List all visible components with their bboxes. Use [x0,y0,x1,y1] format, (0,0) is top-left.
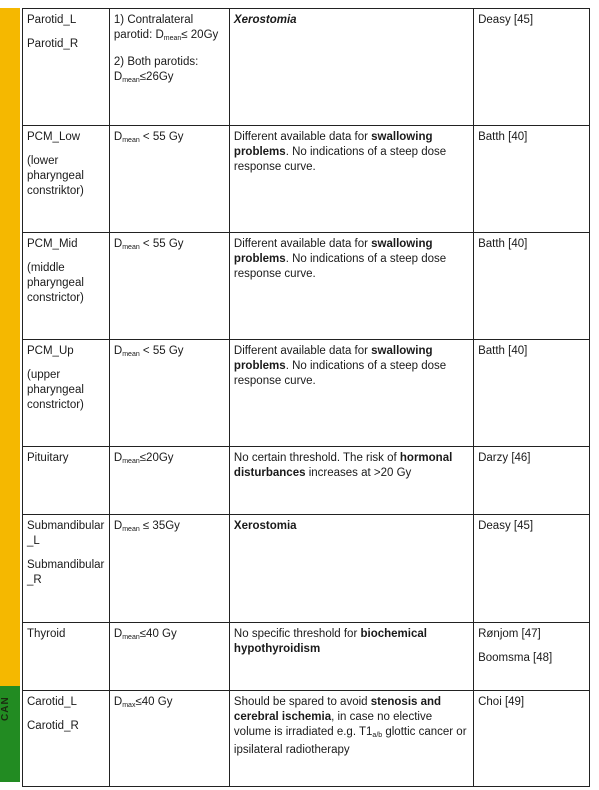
organ-cell [23,447,110,515]
constraint-prefix: 2) Both parotids: D [113,56,199,83]
constraint-cell [109,233,229,340]
category-label: CAN [0,696,11,722]
effect-keyword: hormonal disturbances [233,452,453,479]
constraint-prefix: D [113,238,123,250]
constraint-text [114,130,225,148]
constraint-subscript: mean [122,526,140,533]
table-row [23,515,590,623]
constraint-text [114,55,225,88]
effect-keyword: stenosis and cerebral ischemia [233,696,442,723]
effect-text: a/b [372,732,383,739]
effect-keyword: swallowing problems [233,131,433,158]
reference-text: Batth [40] [478,131,528,143]
reference-text: Deasy [45] [478,520,534,532]
constraint-prefix: D [113,520,123,532]
effect-text: increases at >20 Gy [305,467,412,479]
reference-cell [474,515,590,623]
effect-cell [229,233,473,340]
organ-name: PCM_Low [27,131,81,143]
organ-name: PCM_Up [27,345,74,357]
effect-text: glottic cancer or ipsilateral radiotherapy [233,726,467,756]
effect-text: . No indications of a steep dose response curve. [233,253,447,280]
effect-text: Different available data for [233,238,372,250]
constraint-subscript: mean [122,137,140,144]
constraint-cell [109,515,229,623]
organ-name: Thyroid [27,628,66,640]
constraint-suffix: < 55 Gy [139,238,184,250]
organ-name: Submandibular _R [27,559,105,586]
reference-cell [474,9,590,126]
constraint-prefix: D [113,696,123,708]
effect-cell [229,9,473,126]
reference-text: Batth [40] [478,238,528,250]
constraint-text [114,237,225,255]
table-row [23,691,590,787]
effect-text: No certain threshold. The risk of [233,452,400,464]
organ-name: (middle pharyngeal constrictor) [27,262,84,304]
reference-cell [474,340,590,447]
constraint-suffix: ≤ 20Gy [181,29,219,41]
table-row [23,233,590,340]
organ-name: Carotid_R [27,720,79,732]
constraint-subscript: mean [122,458,140,465]
constraint-cell [109,447,229,515]
effect-cell [229,691,473,787]
constraints-table [22,8,590,787]
constraint-subscript: mean [122,351,140,358]
reference-cell [474,691,590,787]
category-band-green [0,686,20,782]
constraint-subscript: mean [163,35,182,42]
reference-text: Rønjom [47] [478,628,541,640]
effect-keyword: swallowing problems [233,238,433,265]
constraint-suffix: ≤40 Gy [139,628,177,640]
reference-text: Choi [49] [478,696,525,708]
reference-text: Deasy [45] [478,14,534,26]
table-row [23,126,590,233]
constraint-text [114,451,225,469]
constraint-prefix: D [113,345,123,357]
constraint-subscript: max [122,702,136,709]
organ-cell [23,126,110,233]
organ-name: (lower pharyngeal constriktor) [27,155,84,197]
organ-cell [23,515,110,623]
constraint-cell [109,9,229,126]
effect-text: . No indications of a steep dose response curve. [233,360,447,387]
effect-text: Different available data for [233,131,372,143]
constraint-text [114,695,225,713]
constraint-cell [109,340,229,447]
reference-cell [474,233,590,340]
constraint-suffix: ≤ 35Gy [139,520,180,532]
constraint-prefix: D [113,452,123,464]
organ-cell [23,340,110,447]
constraint-suffix: ≤40 Gy [135,696,173,708]
constraint-subscript: mean [122,77,140,84]
effect-cell [229,126,473,233]
constraint-subscript: mean [122,634,140,641]
effect-text: , in case no elective volume is irradiated e.g. T1 [233,711,433,738]
organ-name: Pituitary [27,452,69,464]
effect-text: Different available data for [233,345,372,357]
organ-cell [23,691,110,787]
effect-text: Should be spared to avoid [233,696,371,708]
organ-name: Carotid_L [27,696,77,708]
effect-keyword: Xerostomia [233,520,297,532]
reference-text: Darzy [46] [478,452,531,464]
constraint-cell [109,623,229,691]
constraint-suffix: ≤20Gy [139,452,174,464]
reference-text: Boomsma [48] [478,652,553,664]
table-row [23,9,590,126]
constraint-suffix: < 55 Gy [139,131,184,143]
table-row [23,447,590,515]
constraint-prefix: D [113,131,123,143]
organ-name: (upper pharyngeal constrictor) [27,369,84,411]
reference-cell [474,126,590,233]
constraint-cell [109,126,229,233]
constraint-prefix: D [113,628,123,640]
table-row [23,340,590,447]
constraint-suffix: < 55 Gy [139,345,184,357]
organ-cell [23,9,110,126]
organ-name: Submandibular _L [27,520,105,547]
reference-cell [474,623,590,691]
constraint-text [114,13,225,46]
table-row [23,623,590,691]
effect-cell [229,447,473,515]
constraint-text [114,627,225,645]
organ-name: Parotid_L [27,14,77,26]
constraint-text [114,519,225,537]
effect-text: No specific threshold for [233,628,361,640]
effect-cell [229,623,473,691]
effect-cell [229,340,473,447]
effect-text: . No indications of a steep dose response curve. [233,146,447,173]
reference-cell [474,447,590,515]
organ-cell [23,623,110,691]
organ-name: Parotid_R [27,38,79,50]
constraint-prefix: 1) Contralateral parotid: D [113,14,194,41]
reference-text: Batth [40] [478,345,528,357]
constraint-subscript: mean [122,244,140,251]
effect-cell [229,515,473,623]
effect-keyword: Xerostomia [233,14,297,26]
constraint-cell [109,691,229,787]
category-band-yellow [0,8,20,686]
organ-name: PCM_Mid [27,238,78,250]
constraint-text [114,344,225,362]
organ-cell [23,233,110,340]
constraint-suffix: ≤26Gy [139,71,174,83]
effect-keyword: biochemical hypothyroidism [233,628,427,655]
effect-keyword: swallowing problems [233,345,433,372]
